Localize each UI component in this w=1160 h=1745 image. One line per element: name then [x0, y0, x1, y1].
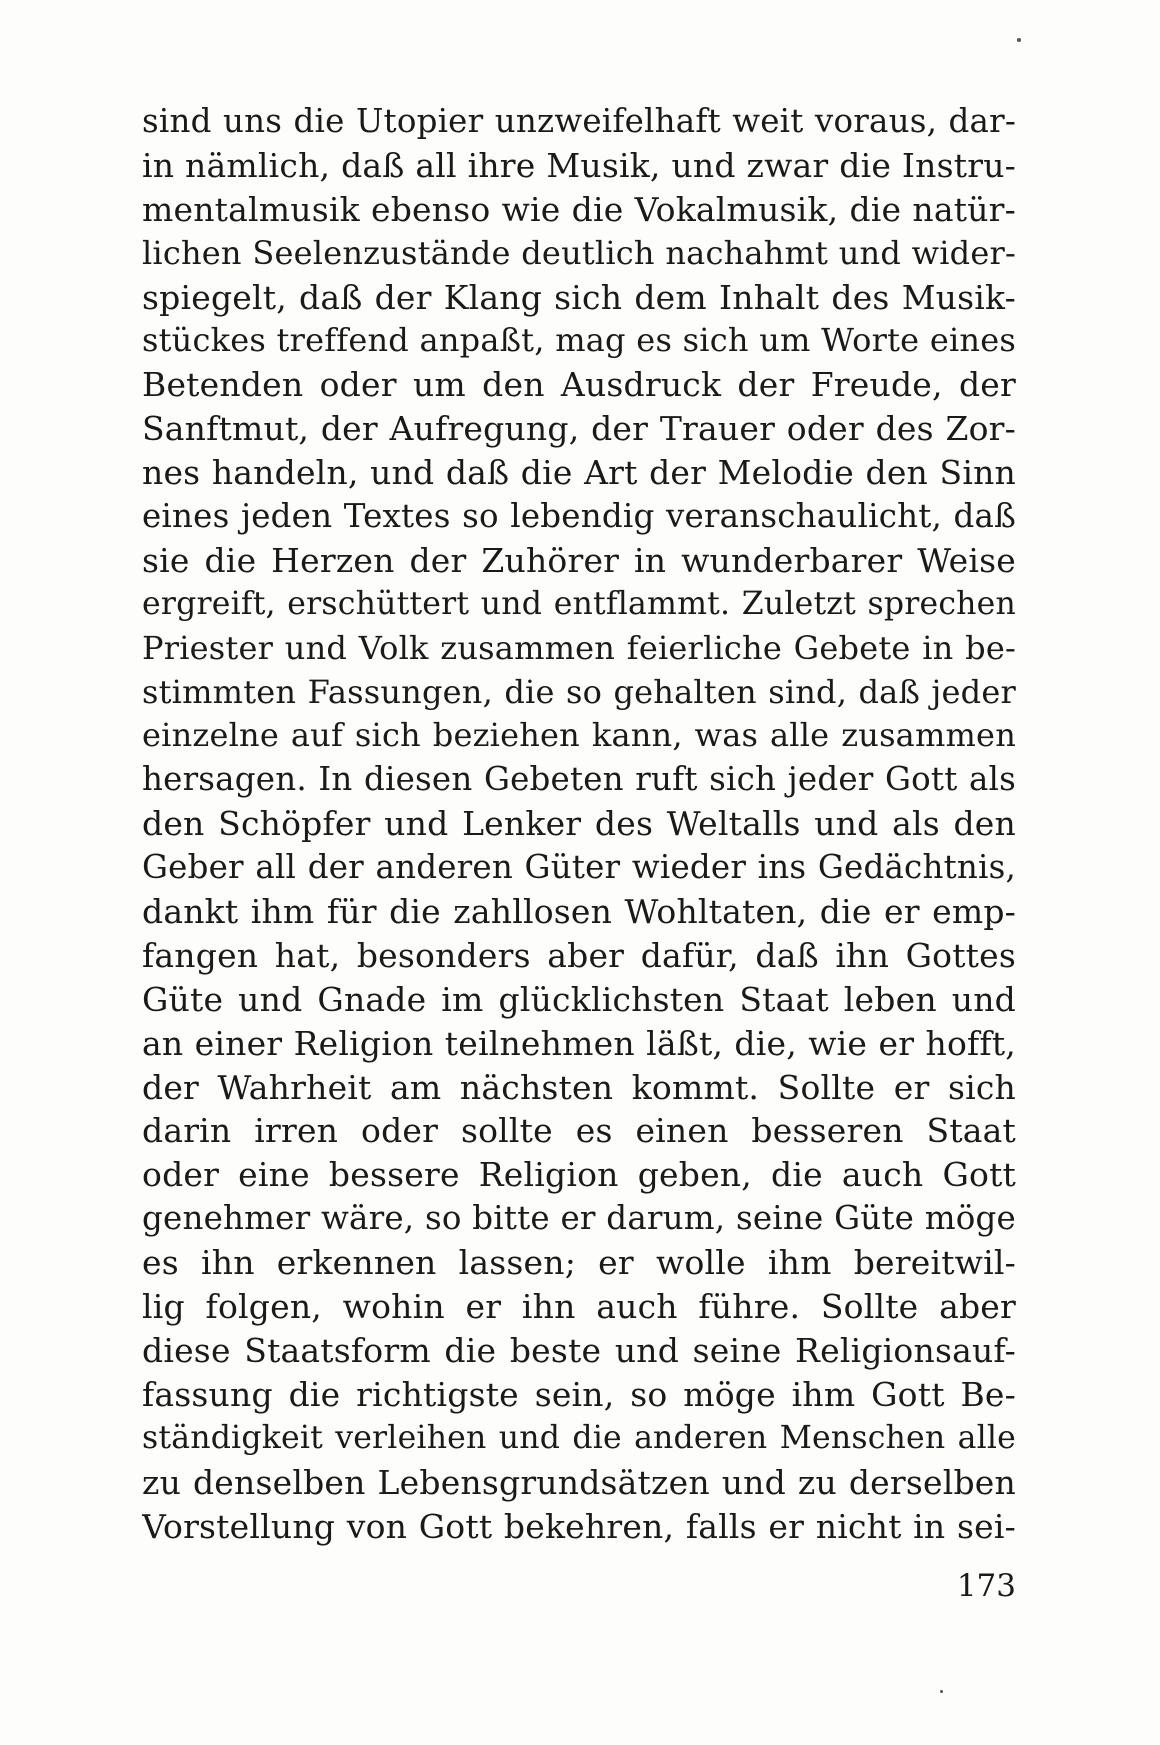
text-line: Priester und Volk zusammen feierliche Gebete in be-	[142, 628, 1016, 667]
text-line: diese Staatsform die beste und seine Religionsauf-	[142, 1330, 1016, 1370]
text-line: Vorstellung von Gott bekehren, falls er nicht in sei-	[142, 1506, 1016, 1546]
text-line: oder eine bessere Religion geben, die auch Gott	[142, 1155, 1016, 1195]
text-line: zu denselben Lebensgrundsätzen und zu derselben	[142, 1462, 1016, 1502]
text-line: Betenden oder um den Ausdruck der Freude, der	[142, 365, 1016, 405]
text-line: es ihn erkennen lassen; er wolle ihm bereitwil-	[142, 1243, 1016, 1283]
text-line: stückes treffend anpaßt, mag es sich um Worte eines	[142, 321, 1016, 360]
text-line: Geber all der anderen Güter wieder ins Gedächtnis,	[142, 848, 1016, 887]
text-line: stimmten Fassungen, die so gehalten sind, daß jeder	[142, 672, 1016, 711]
text-line: nes handeln, und daß die Art der Melodie den Sinn	[142, 453, 1016, 493]
text-line: ständigkeit verleihen und die anderen Menschen alle	[142, 1419, 1016, 1456]
text-line: Güte und Gnade im glücklichsten Staat leben und	[142, 979, 1016, 1019]
text-line: fangen hat, besonders aber dafür, daß ihn Gottes	[142, 935, 1016, 975]
text-line: spiegelt, daß der Klang sich dem Inhalt des Musik-	[142, 277, 1016, 317]
text-line: eines jeden Textes so lebendig veranschaulicht, daß	[142, 497, 1016, 536]
text-line: lichen Seelenzustände deutlich nachahmt und wider-	[142, 233, 1016, 272]
text-line: ergreift, erschüttert und entflammt. Zuletzt sprechen	[142, 585, 1016, 622]
scan-speck	[940, 1690, 943, 1693]
text-line: der Wahrheit am nächsten kommt. Sollte er sich	[142, 1067, 1016, 1107]
text-line: einzelne auf sich beziehen kann, was alle zusammen	[142, 716, 1016, 755]
text-line: lig folgen, wohin er ihn auch führe. Sollte aber	[142, 1287, 1016, 1327]
scan-speck	[1017, 38, 1021, 42]
text-line: an einer Religion teilnehmen läßt, die, wie er hofft,	[142, 1023, 1016, 1063]
text-line: fassung die richtigste sein, so möge ihm Gott Be-	[142, 1374, 1016, 1414]
text-line: Sanftmut, der Aufregung, der Trauer oder des Zor-	[142, 409, 1016, 449]
text-line: mentalmusik ebenso wie die Vokalmusik, die natür-	[142, 189, 1016, 229]
text-line: hersagen. In diesen Gebeten ruft sich jeder Gott als	[142, 760, 1016, 799]
text-line: sie die Herzen der Zuhörer in wunderbarer Weise	[142, 540, 1016, 580]
page-number: 173	[956, 1568, 1016, 1604]
text-line: sind uns die Utopier unzweifelhaft weit voraus, dar-	[142, 102, 1016, 140]
text-line: darin irren oder sollte es einen besseren Staat	[142, 1111, 1016, 1151]
body-text	[142, 100, 1016, 1548]
text-line: den Schöpfer und Lenker des Weltalls und als den	[142, 804, 1016, 844]
text-line: dankt ihm für die zahllosen Wohltaten, die er emp-	[142, 892, 1016, 932]
text-line: genehmer wäre, so bitte er darum, seine Güte möge	[142, 1199, 1016, 1238]
text-line: in nämlich, daß all ihre Musik, und zwar die Instru-	[142, 145, 1016, 185]
